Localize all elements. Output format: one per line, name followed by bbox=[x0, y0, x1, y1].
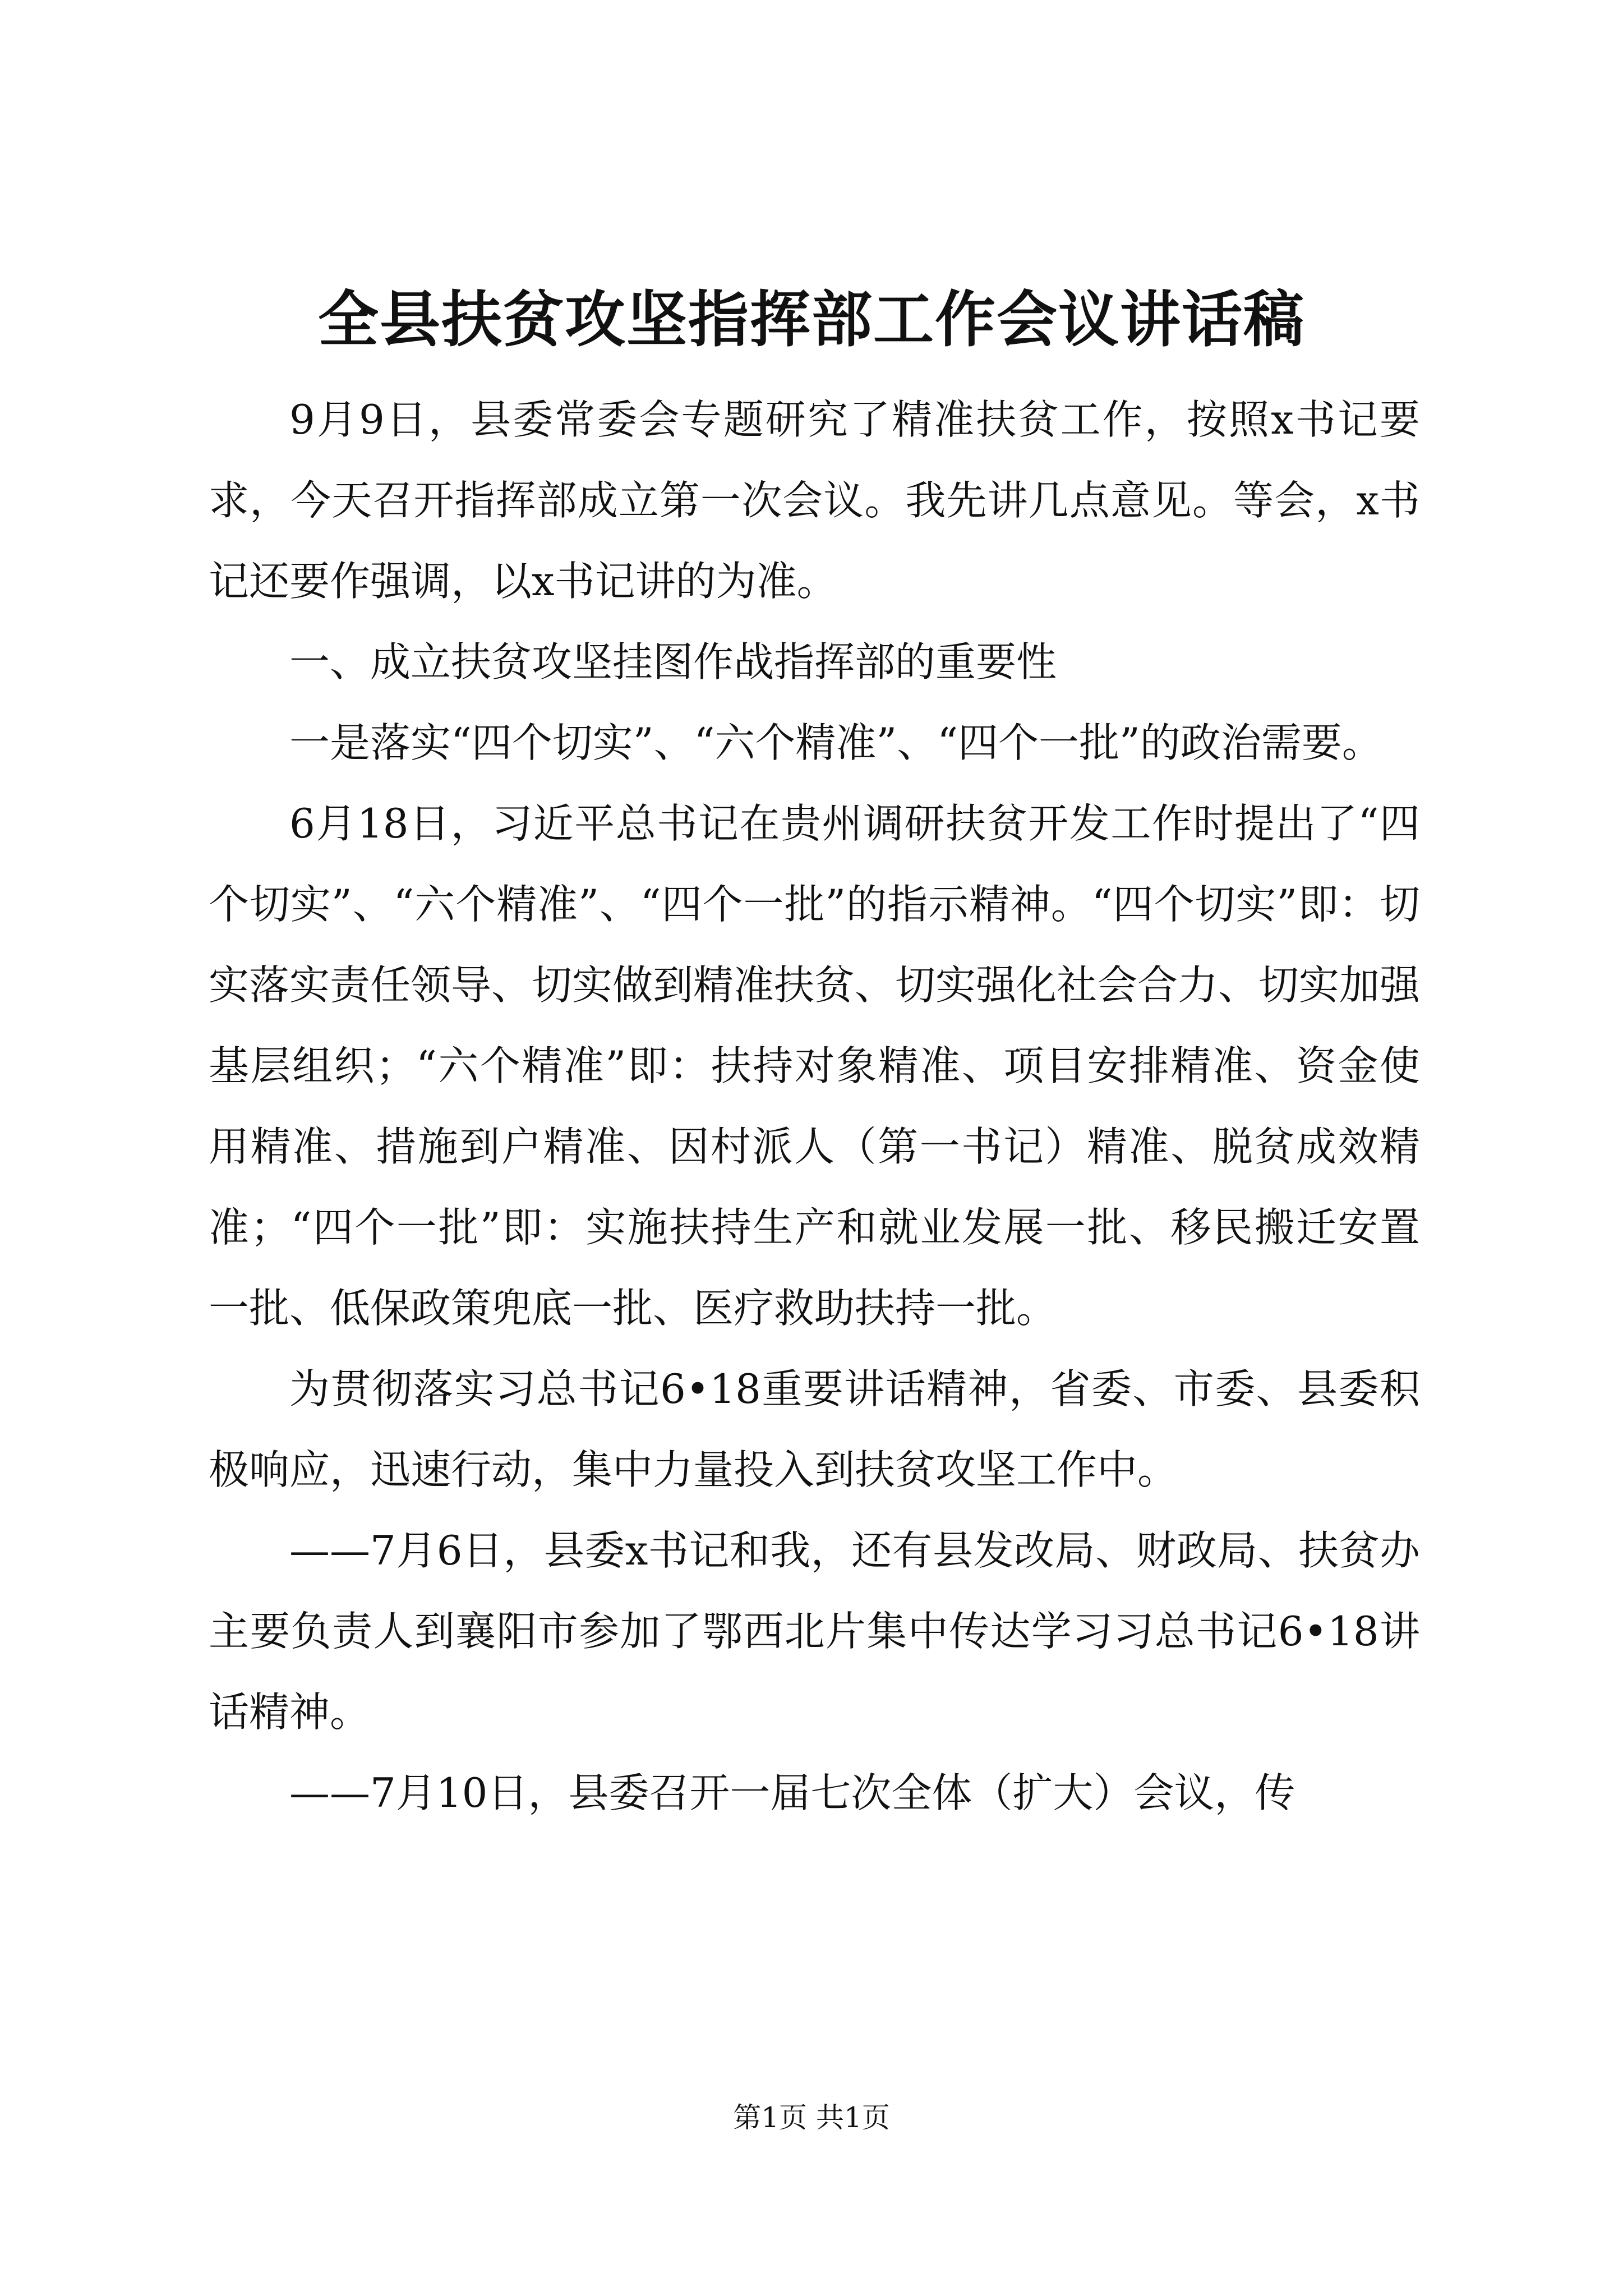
section-heading-1: 一、成立扶贫攻坚挂图作战指挥部的重要性 bbox=[289, 638, 1057, 685]
paragraph-july-6: ——7月6日，县委x书记和我，还有县发改局、财政局、扶贫办主要负责人到襄阳市参加了鄂西北片集中传达学习习总书记6•18讲话精神。 bbox=[209, 1527, 1420, 1736]
page-footer: 第1页 共1页 bbox=[733, 2101, 890, 2134]
document-title: 全县扶贫攻坚指挥部工作会议讲话稿 bbox=[317, 284, 1305, 355]
paragraph-implementation: 为贯彻落实习总书记6•18重要讲话精神，省委、市委、县委积极响应，迅速行动，集中力量投入到扶贫攻坚工作中。 bbox=[209, 1365, 1420, 1493]
paragraph-july-10: ——7月10日，县委召开一届七次全体（扩大）会议，传 bbox=[289, 1769, 1295, 1816]
paragraph-political-need: 一是落实“四个切实”、“六个精准”、“四个一批”的政治需要。 bbox=[289, 719, 1382, 766]
paragraph-intro: 9月9日，县委常委会专题研究了精准扶贫工作，按照x书记要求，今天召开指挥部成立第一次会议。我先讲几点意见。等会，x书记还要作强调，以x书记讲的为准。 bbox=[209, 396, 1420, 605]
document-body bbox=[209, 379, 1420, 1833]
paragraph-june-18: 6月18日，习近平总书记在贵州调研扶贫开发工作时提出了“四个切实”、“六个精准”、“四个一批”的指示精神。“四个切实”即：切实落实责任领导、切实做到精准扶贫、切实强化社会合力、切实加强基层组织；“六个精准”即：扶持对象精准、项目安排精准、资金使用精准、措施到户精准、因村派人（第一书记）精准、脱贫成效精准；“四个一批”即：实施扶持生产和就业发展一批、移民搬迁安置一批、低保政策兜底一批、医疗救助扶持一批。 bbox=[209, 800, 1421, 1332]
